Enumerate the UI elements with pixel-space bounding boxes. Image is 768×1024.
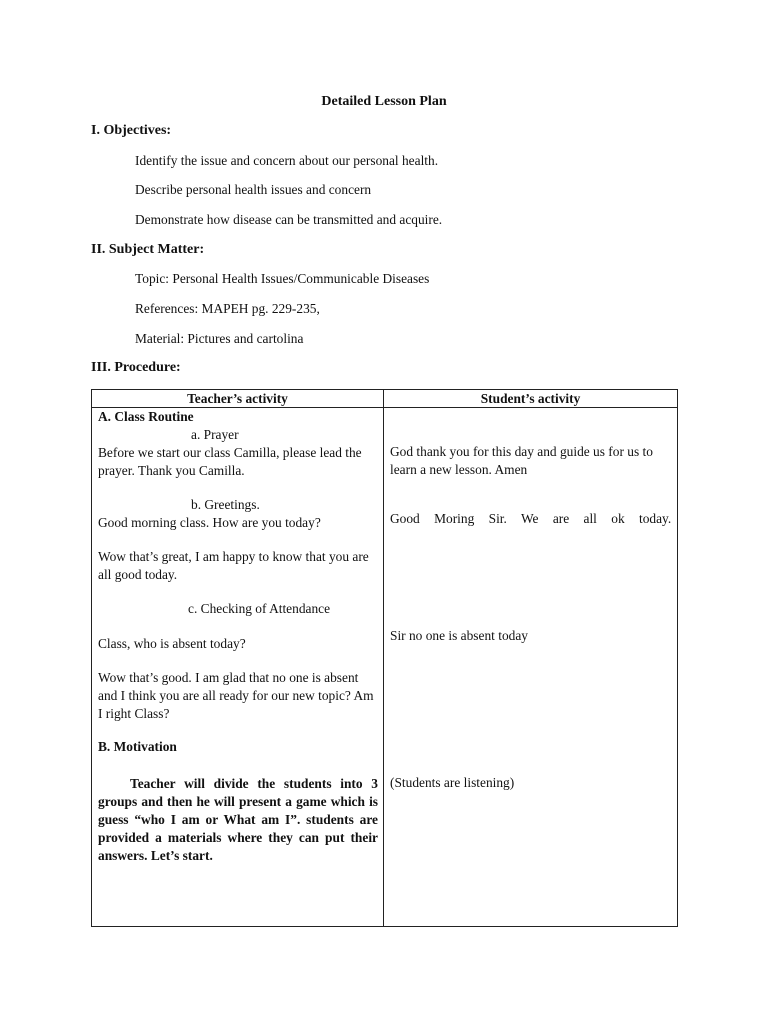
greeting-response: Good Moring Sir. We are all ok today. xyxy=(390,511,672,526)
procedure-heading: III. Procedure: xyxy=(91,360,181,375)
objective-item: Demonstrate how disease can be transmitted and acquire. xyxy=(135,212,443,227)
table-header-row xyxy=(92,390,678,408)
teacher-activity-cell xyxy=(92,408,384,927)
attendance-question: Class, who is absent today? xyxy=(98,636,246,651)
motivation-heading: B. Motivation xyxy=(98,739,177,754)
class-routine-heading: A. Class Routine xyxy=(98,409,194,424)
subject-matter-item: References: MAPEH pg. 229-235, xyxy=(135,301,320,316)
prayer-text: Before we start our class Camilla, please lead the prayer. Thank you Camilla. xyxy=(98,445,362,478)
prayer-label: a. Prayer xyxy=(191,427,239,442)
subject-matter-heading: II. Subject Matter: xyxy=(91,242,205,257)
document-title: Detailed Lesson Plan xyxy=(321,94,447,109)
prayer-response: God thank you for this day and guide us for us to learn a new lesson. Amen xyxy=(390,444,653,477)
attendance-response: Sir no one is absent today xyxy=(390,628,528,643)
objective-item: Describe personal health issues and concern xyxy=(135,182,372,197)
greetings-label: b. Greetings. xyxy=(191,497,260,512)
attendance-followup: Wow that’s good. I am glad that no one is absent and I think you are all ready for our new topic? Am I right Class? xyxy=(98,670,374,721)
subject-matter-item: Material: Pictures and cartolina xyxy=(135,331,304,346)
greetings-followup: Wow that’s great, I am happy to know that you are all good today. xyxy=(98,549,369,582)
motivation-text: Teacher will divide the students into 3 groups and then he will present a game which is guess “who I am or What am I”. students are provided a materials where they can put their answers. Let’s start. xyxy=(98,776,378,863)
attendance-label: c. Checking of Attendance xyxy=(188,601,331,616)
objective-item: Identify the issue and concern about our personal health. xyxy=(135,153,439,168)
student-activity-cell xyxy=(384,408,678,927)
teacher-activity-header: Teacher’s activity xyxy=(92,390,384,408)
procedure-table xyxy=(91,389,678,927)
objectives-heading: I. Objectives: xyxy=(91,123,172,138)
student-activity-header: Student’s activity xyxy=(384,390,678,408)
table-row xyxy=(92,408,678,927)
subject-matter-item: Topic: Personal Health Issues/Communicable Diseases xyxy=(135,271,430,286)
greetings-text: Good morning class. How are you today? xyxy=(98,515,321,530)
motivation-response: (Students are listening) xyxy=(390,775,515,790)
